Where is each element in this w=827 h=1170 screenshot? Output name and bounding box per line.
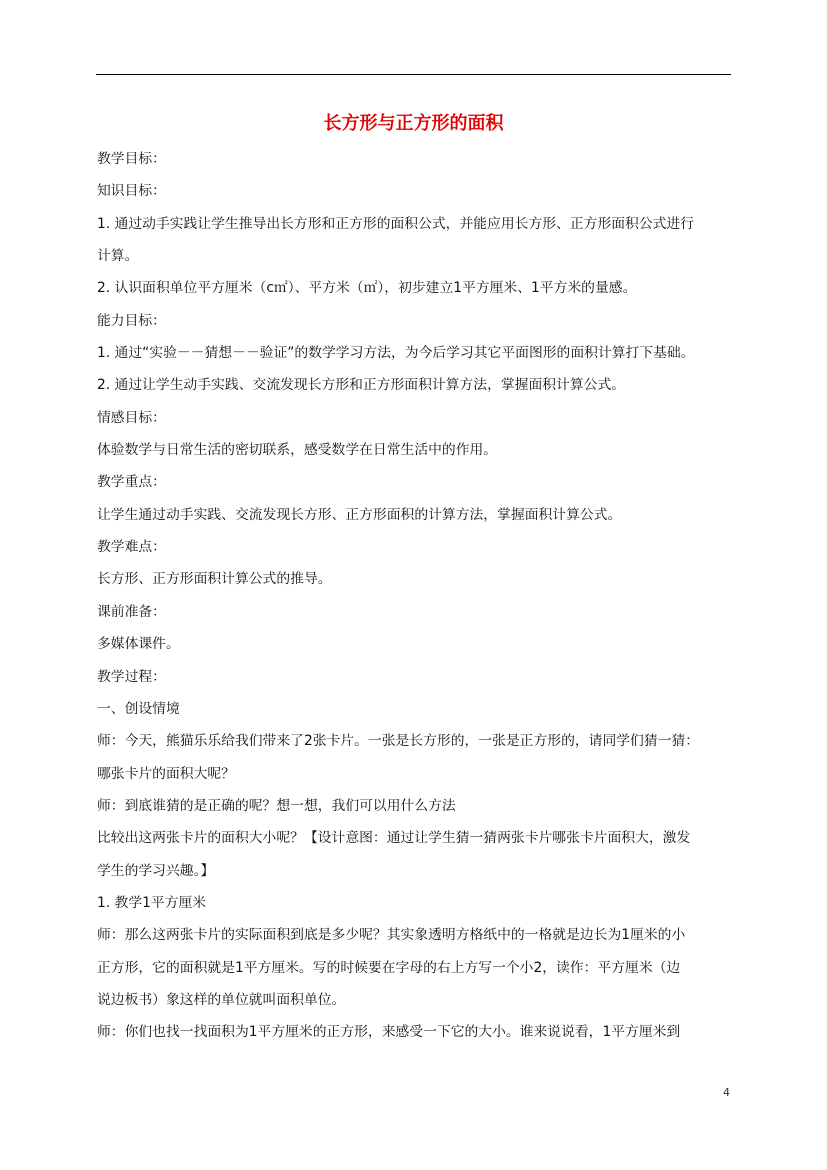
text-line: 师：今天，熊猫乐乐给我们带来了2张卡片。一张是长方形的，一张是正方形的，请同学们猜一猜： [97, 733, 700, 750]
text-line: 正方形，它的面积就是1平方厘米。写的时候要在字母的右上方写一个小2，读作：平方厘米（边 [97, 959, 681, 976]
text-line: 比较出这两张卡片的面积大小呢？【设计意图：通过让学生猜一猜两张卡片哪张卡片面积大，激发 [97, 830, 691, 847]
text-line: 教学重点： [97, 474, 166, 491]
text-line: 说边板书）象这样的单位就叫面积单位。 [97, 991, 346, 1008]
text-line: 1. 通过“实验－－猜想－－验证”的数学学习方法，为今后学习其它平面图形的面积计算打下基础。 [97, 345, 695, 362]
text-line: 长方形、正方形面积计算公式的推导。 [97, 571, 332, 588]
text-line: 体验数学与日常生活的密切联系，感受数学在日常生活中的作用。 [97, 442, 498, 459]
text-line: 1. 教学1平方厘米 [97, 894, 207, 911]
text-line: 计算。 [97, 248, 139, 265]
text-line: 教学难点： [97, 539, 166, 556]
text-line: 情感目标： [97, 409, 166, 426]
text-line: 教学过程： [97, 668, 166, 685]
text-line: 师：那么这两张卡片的实际面积到底是多少呢？其实象透明方格纸中的一格就是边长为1厘米的小 [97, 927, 686, 944]
document-body [97, 148, 733, 1054]
text-line: 师：你们也找一找面积为1平方厘米的正方形，来感受一下它的大小。谁来说说看，1平方厘米到 [97, 1024, 681, 1041]
header-rule [96, 74, 731, 75]
text-line: 教学目标： [97, 151, 166, 167]
page-title: 长方形与正方形的面积 [323, 113, 504, 134]
text-line: 2. 认识面积单位平方厘米（c㎡）、平方米（㎡），初步建立1平方厘米、1平方米的量感。 [97, 280, 637, 297]
text-line: 多媒体课件。 [97, 636, 180, 653]
text-line: 让学生通过动手实践、交流发现长方形、正方形面积的计算方法，掌握面积计算公式。 [97, 506, 622, 523]
text-line: 哪张卡片的面积大呢？ [97, 765, 235, 782]
text-line: 知识目标： [97, 183, 166, 200]
text-line: 能力目标： [97, 312, 166, 329]
page-number: 4 [723, 1086, 730, 1099]
text-line: 课前准备： [97, 603, 166, 620]
text-line: 师：到底谁猜的是正确的呢？想一想，我们可以用什么方法 [97, 797, 456, 814]
text-line: 1. 通过动手实践让学生推导出长方形和正方形的面积公式，并能应用长方形、正方形面积公式进行 [97, 215, 695, 232]
text-line: 一、创设情境 [97, 700, 180, 717]
text-line: 2. 通过让学生动手实践、交流发现长方形和正方形面积计算方法，掌握面积计算公式。 [97, 377, 626, 394]
text-line: 学生的学习兴趣。】 [97, 862, 215, 879]
